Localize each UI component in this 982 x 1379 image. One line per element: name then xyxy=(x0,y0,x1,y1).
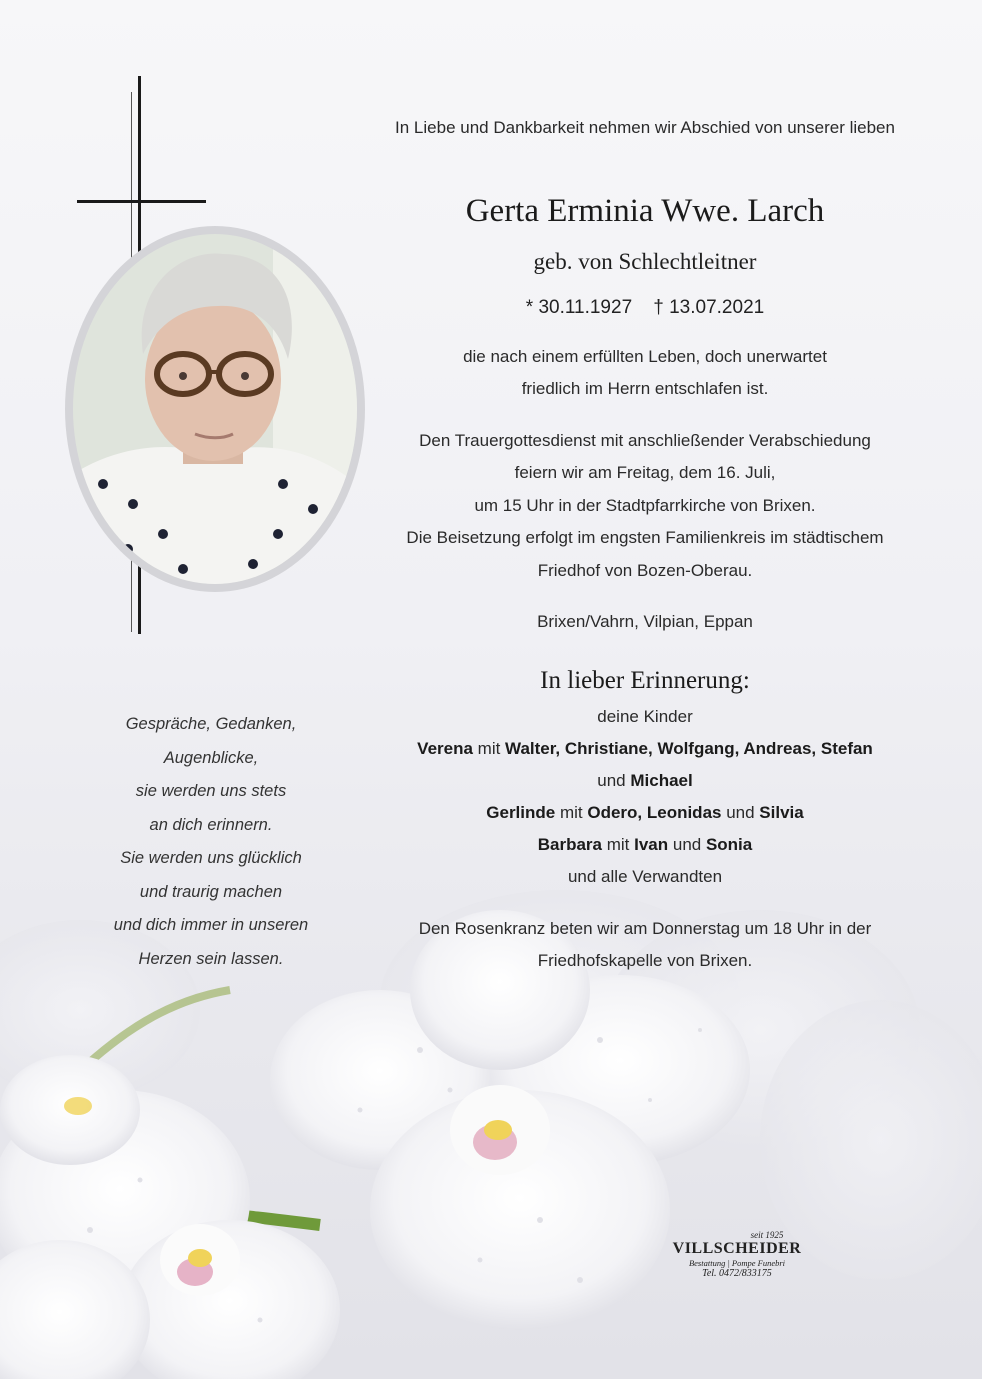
service-line-3: um 15 Uhr in der Stadtpfarrkirche von Brixen. xyxy=(474,496,816,515)
intro-line: In Liebe und Dankbarkeit nehmen wir Abschied von unserer lieben xyxy=(395,118,895,137)
family-line-1: Verena mit Walter, Christiane, Wolfgang, Andreas, Stefan xyxy=(417,739,873,758)
relatives-line: und alle Verwandten xyxy=(567,867,723,886)
memory-heading: In lieber Erinnerung: xyxy=(540,667,750,694)
family-line-3: Gerlinde mit Odero, Leonidas und Silvia xyxy=(486,803,804,822)
poem-line: Augenblicke, xyxy=(163,748,259,767)
brand-subtitle: Bestattung | Pompe Funebri xyxy=(688,1258,786,1268)
brand-name: VILLSCHEIDER xyxy=(672,1240,802,1257)
brand-phone: Tel. 0472/833175 xyxy=(702,1268,772,1279)
portrait-frame xyxy=(65,226,365,592)
cross-horizontal-bar xyxy=(77,200,206,203)
service-line-5: Friedhof von Bozen-Oberau. xyxy=(537,561,753,580)
family-line-4: Barbara mit Ivan und Sonia xyxy=(537,835,753,854)
poem-line: Sie werden uns glücklich xyxy=(120,849,302,867)
family-line-2: und Michael xyxy=(597,771,693,790)
poem-line: Herzen sein lassen. xyxy=(138,949,284,968)
passing-line-1: die nach einem erfüllten Leben, doch unerwartet xyxy=(463,347,827,366)
death-date: † 13.07.2021 xyxy=(653,297,765,318)
poem-line: und dich immer in unseren xyxy=(113,916,309,934)
passing-line-2: friedlich im Herrn entschlafen ist. xyxy=(521,379,769,398)
rosary-line-1: Den Rosenkranz beten wir am Donnerstag um 18 Uhr in der xyxy=(418,919,872,938)
service-line-4: Die Beisetzung erfolgt im engsten Familienkreis im städtischem xyxy=(406,528,884,547)
poem-line: und traurig machen xyxy=(139,882,283,901)
poem-line: an dich erinnern. xyxy=(149,815,273,834)
portrait-photo xyxy=(73,234,357,584)
birth-date: * 30.11.1927 xyxy=(525,297,633,318)
birth-name: geb. von Schlechtleitner xyxy=(533,249,757,274)
rosary-line-2: Friedhofskapelle von Brixen. xyxy=(537,951,753,970)
service-line-1: Den Trauergottesdienst mit anschließender Verabschiedung xyxy=(419,431,871,450)
deceased-name: Gerta Erminia Wwe. Larch xyxy=(465,193,825,229)
brand-since: seit 1925 xyxy=(750,1230,784,1240)
poem xyxy=(92,708,330,976)
service-line-2: feiern wir am Freitag, dem 16. Juli, xyxy=(514,463,776,482)
children-label: deine Kinder xyxy=(597,707,693,726)
life-dates xyxy=(380,292,910,325)
poem-line: Gespräche, Gedanken, xyxy=(125,715,297,733)
poem-line: sie werden uns stets xyxy=(135,782,287,800)
places-line: Brixen/Vahrn, Vilpian, Eppan xyxy=(537,612,753,631)
funeral-home-logo xyxy=(662,1230,812,1279)
